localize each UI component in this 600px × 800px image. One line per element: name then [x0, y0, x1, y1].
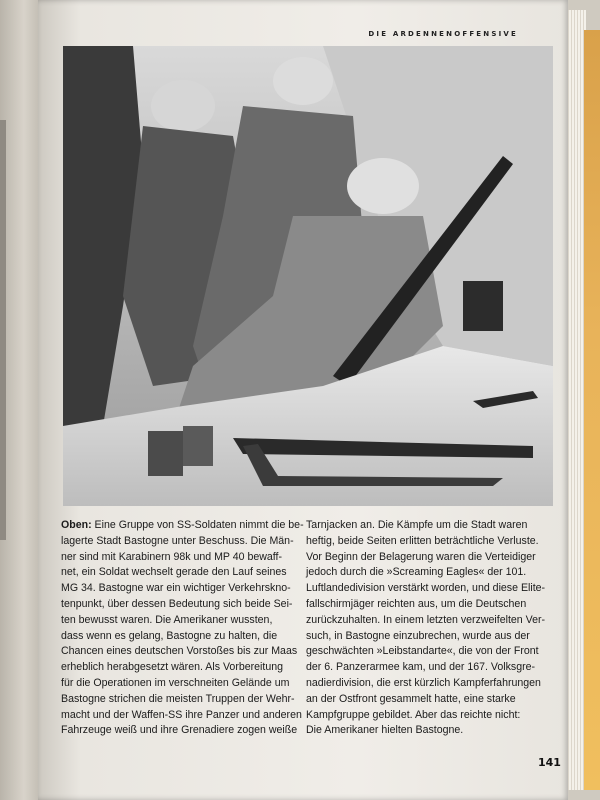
caption-line-1-text: Eine Gruppe von SS-Soldaten nimmt die be- — [91, 519, 304, 531]
caption-line: Bastogne strichen die meisten Truppen der Wehr- — [61, 692, 295, 705]
caption-line: MG 34. Bastogne war ein wichtiger Verkehrskno- — [61, 582, 291, 595]
body-line: jedoch durch die »Screaming Eagles« der 101. — [306, 566, 527, 579]
body-line: fallschirmjäger reichten aus, um die Deutschen — [306, 597, 527, 610]
caption-line: tenpunkt, über dessen Bedeutung sich beide Sei- — [61, 597, 293, 610]
body-line: such, in Bastogne einzubrechen, wurde aus der — [306, 629, 530, 642]
body-line: zurückzuhalten. In einem letzten verzweifelten Ver- — [306, 613, 546, 626]
caption-line-1 — [61, 518, 304, 534]
caption-line: lagerte Stadt Bastogne unter Beschuss. Die Män- — [61, 534, 294, 547]
body-text — [306, 518, 568, 739]
body-line: an der Ostfront gesammelt hatte, eine starke — [306, 692, 516, 705]
book-cover-edge — [584, 30, 600, 790]
caption-line: Fahrzeuge weiß und ihre Grenadiere zogen weiße — [61, 724, 298, 737]
page-number: 141 — [538, 756, 561, 769]
facing-page-edge — [0, 120, 6, 540]
photo-caption — [61, 518, 304, 739]
facing-page — [0, 0, 40, 800]
caption-line: dass wenn es gelang, Bastogne zu halten, die — [61, 629, 278, 642]
caption-label: Oben: — [61, 519, 92, 531]
caption-line: net, ein Soldat wechselt gerade den Lauf seines — [61, 566, 287, 579]
body-line: der 6. Panzerarmee kam, und der 167. Volksgre- — [306, 661, 536, 674]
caption-line: erheblich herabgesetzt wären. Als Vorbereitung — [61, 661, 284, 674]
body-line: Die Amerikaner hielten Bastogne. — [306, 724, 464, 737]
photograph — [63, 46, 553, 506]
caption-line: ten bewusst waren. Die Amerikaner wussten, — [61, 613, 273, 626]
body-line: geschwächten »Leibstandarte«, die von der Front — [306, 645, 539, 658]
body-line: Tarnjacken an. Die Kämpfe um die Stadt waren — [306, 519, 528, 531]
body-line: Kampfgruppe gebildet. Aber das reichte nicht: — [306, 708, 521, 721]
body-line: Luftlandedivision verstärkt worden, und diese Elite- — [306, 582, 546, 595]
body-line: heftig, beide Seiten erlitten beträchtliche Verluste. — [306, 534, 539, 547]
caption-line: für die Operationen im verschneiten Gelände um — [61, 676, 290, 689]
page-stack — [566, 10, 586, 790]
body-line: Vor Beginn der Belagerung waren die Verteidiger — [306, 550, 536, 563]
book-page — [38, 0, 568, 800]
running-head: DIE ARDENNENOFFENSIVE — [368, 30, 518, 38]
caption-line: Chancen eines deutschen Vorstoßes bis zur Maas — [61, 645, 298, 658]
caption-line: macht und der Waffen-SS ihre Panzer und anderen — [61, 708, 302, 721]
caption-line: ner sind mit Karabinern 98k und MP 40 bewaff- — [61, 550, 283, 563]
body-line: nadierdivision, die erst kürzlich Kampferfahrungen — [306, 676, 541, 689]
photo-image — [63, 46, 553, 506]
